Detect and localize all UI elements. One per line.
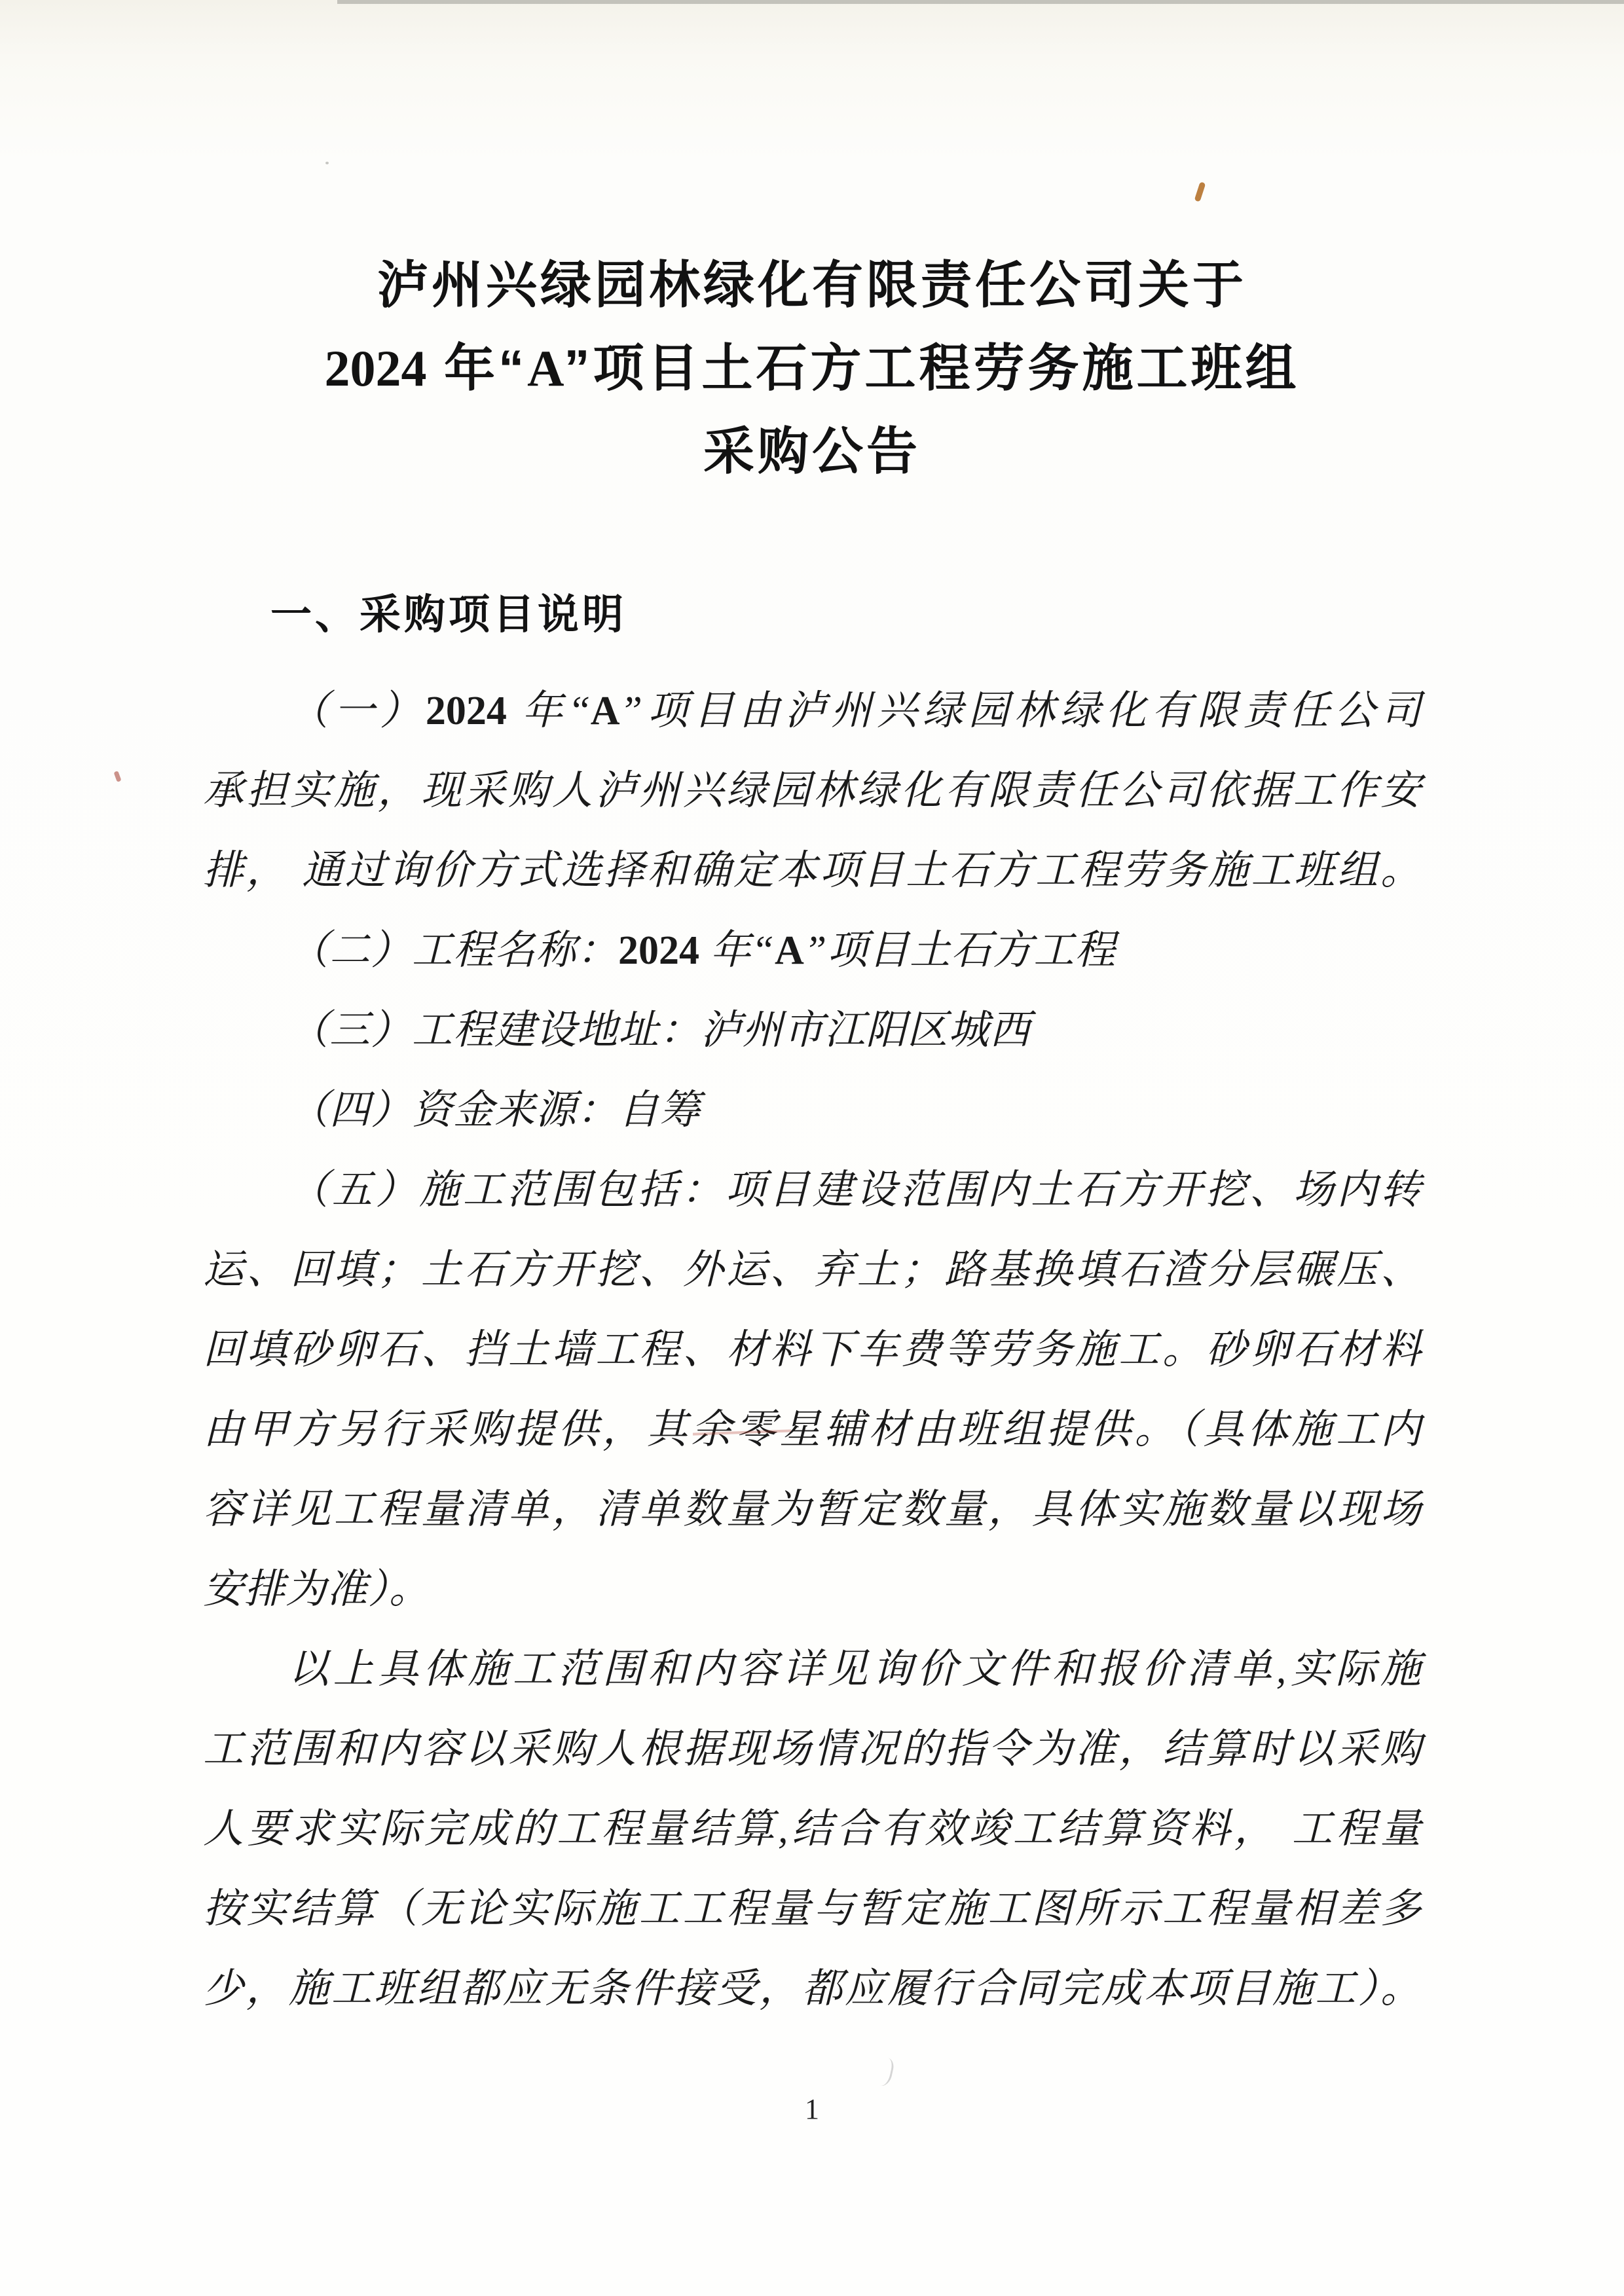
document-title xyxy=(203,0,1421,493)
section-heading: 一、采购项目说明 xyxy=(270,592,627,638)
text-line: 运、回填；土石方开挖、外运、弃土；路基换填石渣分层碾压、 xyxy=(203,1248,1421,1292)
text-line: 工范围和内容以采购人根据现场情况的指令为准，结算时以采购 xyxy=(203,1727,1421,1772)
latin-text: A xyxy=(590,689,620,733)
text-line: （二）工程名称：2024 年“A”项目土石方工程 xyxy=(288,928,1116,973)
scan-squiggle xyxy=(870,2055,895,2087)
text-line: 承担实施，现采购人泸州兴绿园林绿化有限责任公司依据工作安 xyxy=(203,769,1421,813)
text-line: （一）2024 年“A”项目由泸州兴绿园林绿化有限责任公司 xyxy=(288,689,1421,733)
text-line: 排， 通过询价方式选择和确定本项目土石方工程劳务施工班组。 xyxy=(203,848,1421,893)
text-line: （三）工程建设地址：泸州市江阳区城西 xyxy=(288,1008,1031,1053)
page-number: 1 xyxy=(805,2093,819,2125)
scan-speck-gray xyxy=(325,162,329,164)
title-line: 2024 年“A”项目土石方工程劳务施工班组 xyxy=(324,339,1300,397)
latin-text: 2024 xyxy=(324,340,427,397)
text-line: 容详见工程量清单，清单数量为暂定数量，具体实施数量以现场 xyxy=(203,1487,1421,1532)
text-line: （四）资金来源：自筹 xyxy=(288,1088,701,1133)
text-line: 少，施工班组都应无条件接受，都应履行合同完成本项目施工）。 xyxy=(203,1967,1421,2011)
latin-text: 2024 xyxy=(425,689,507,733)
document-body xyxy=(203,671,1421,2029)
text-line: 由甲方另行采购提供，其余零星辅材由班组提供。（具体施工内 xyxy=(203,1408,1421,1452)
latin-text: A xyxy=(775,928,804,973)
text-line: （五）施工范围包括：项目建设范围内土石方开挖、场内转 xyxy=(288,1168,1421,1212)
text-line: 安排为准）。 xyxy=(203,1567,431,1612)
title-line: 采购公告 xyxy=(703,422,921,480)
scan-speck-red xyxy=(113,771,121,782)
latin-text: A xyxy=(527,340,564,397)
title-line: 泸州兴绿园林绿化有限责任公司关于 xyxy=(377,256,1247,314)
text-line: 按实结算（无论实际施工工程量与暂定施工图所示工程量相差多 xyxy=(203,1887,1421,1931)
scan-edge-artifact xyxy=(337,0,1624,4)
latin-text: 2024 xyxy=(618,928,700,973)
text-line: 以上具体施工范围和内容详见询价文件和报价清单,实际施 xyxy=(288,1647,1421,1692)
text-line: 回填砂卵石、挡土墙工程、材料下车费等劳务施工。砂卵石材料 xyxy=(203,1328,1421,1372)
text-line: 人要求实际完成的工程量结算,结合有效竣工结算资料， 工程量 xyxy=(203,1807,1421,1851)
